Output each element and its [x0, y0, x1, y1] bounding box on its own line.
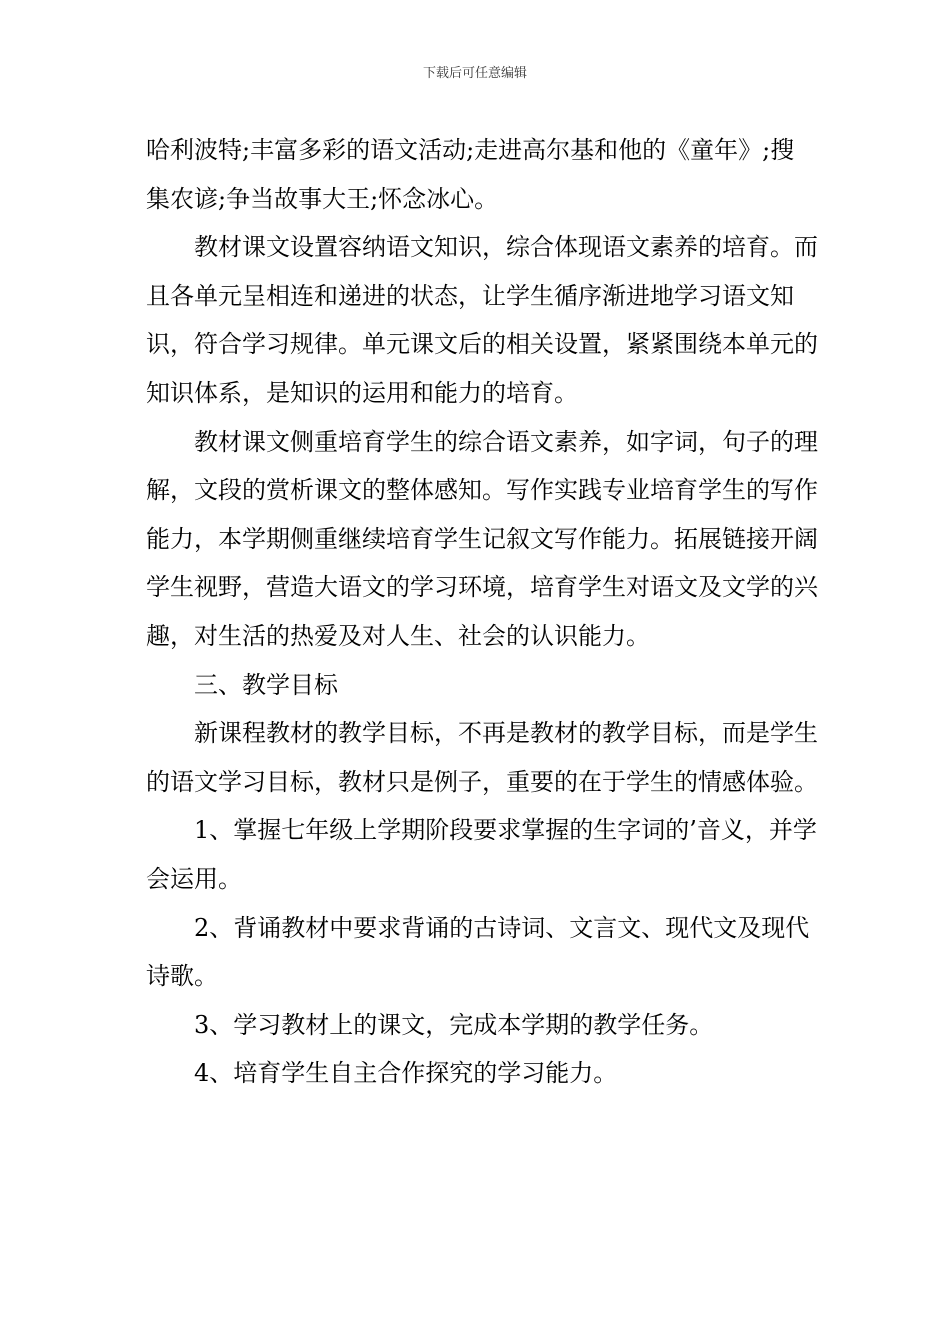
goal-item-4: 4、培育学生自主合作探究的学习能力。	[194, 1059, 618, 1088]
goal-item-2: 2、背诵教材中要求背诵的古诗词、文言文、现代文及现代诗歌。	[146, 913, 810, 991]
goal-item-3: 3、学习教材上的课文，完成本学期的教学任务。	[194, 1010, 714, 1039]
page-header: 下载后可任意编辑	[422, 66, 527, 81]
paragraph-textbook-focus: 教材课文侧重培育学生的综合语文素养，如字词，句子的理解，文段的赏析课文的整体感知。写作实践专业培育学生的写作能力，本学期侧重继续培育学生记叙文写作能力。拓展链接开阔学生视野，营造大语文的学习环境，培育学生对语文及文学的兴趣，对生活的热爱及对人生、社会的认识能力。	[146, 427, 818, 650]
section-heading-teaching-goals: 三、教学目标	[194, 670, 338, 699]
document-body	[146, 126, 818, 1098]
goal-item-1: 1、掌握七年级上学期阶段要求掌握的生字词的’音义，并学会运用。	[146, 816, 817, 893]
paragraph-continuation: 哈利波特;丰富多彩的语文活动;走进高尔基和他的《童年》;搜集农谚;争当故事大王;怀念冰心。	[146, 136, 795, 213]
paragraph-textbook-design: 教材课文设置容纳语文知识，综合体现语文素养的培育。而且各单元呈相连和递进的状态，让学生循序渐进地学习语文知识，符合学习规律。单元课文后的相关设置，紧紧围绕本单元的知识体系，是知识的运用和能力的培育。	[146, 233, 818, 407]
paragraph-goals-intro: 新课程教材的教学目标，不再是教材的教学目标，而是学生的语文学习目标，教材只是例子，重要的在于学生的情感体验。	[146, 719, 818, 796]
